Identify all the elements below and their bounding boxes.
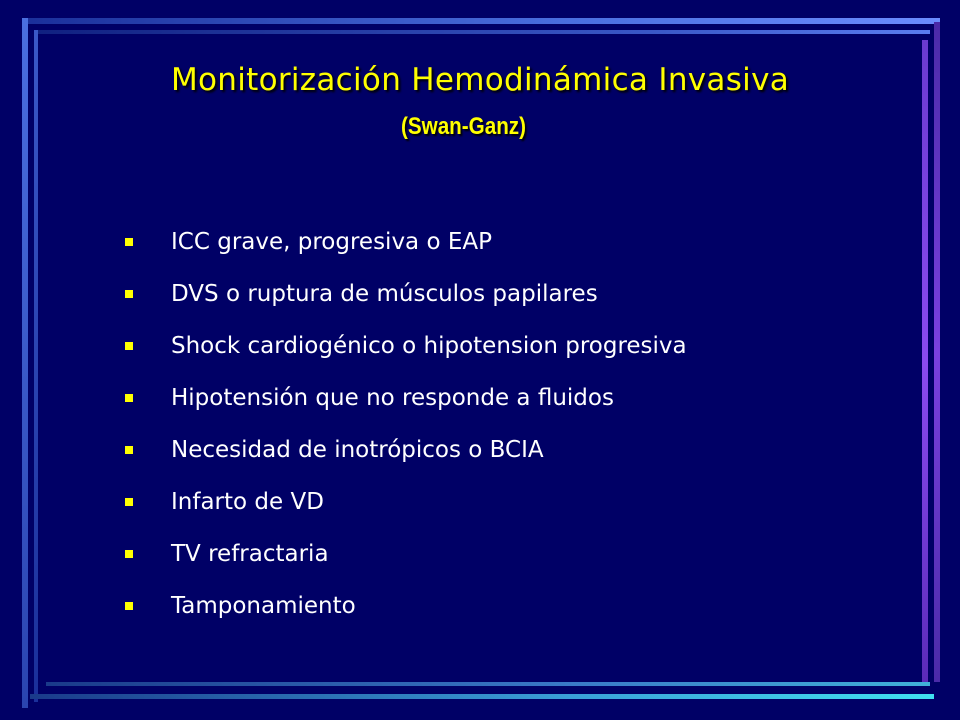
- frame-bottom-line-inner: [46, 682, 930, 686]
- square-bullet-icon: [125, 342, 133, 350]
- list-item-label: Shock cardiogénico o hipotension progresiva: [171, 333, 687, 359]
- frame-bottom-line: [30, 694, 934, 699]
- square-bullet-icon: [125, 446, 133, 454]
- list-item: [118, 268, 898, 320]
- square-bullet-icon: [125, 394, 133, 402]
- bullet-list: [118, 216, 898, 632]
- list-item: [118, 476, 898, 528]
- slide-subtitle: (Swan-Ganz): [401, 113, 526, 140]
- list-item-label: Infarto de VD: [171, 489, 324, 515]
- square-bullet-icon: [125, 498, 133, 506]
- list-item-label: DVS o ruptura de músculos papilares: [171, 281, 598, 307]
- list-item: [118, 320, 898, 372]
- list-item: [118, 424, 898, 476]
- list-item-label: Necesidad de inotrópicos o BCIA: [171, 437, 544, 463]
- frame-left-line: [22, 18, 28, 708]
- list-item: [118, 216, 898, 268]
- frame-top-line: [22, 18, 940, 24]
- slide-title: Monitorización Hemodinámica Invasiva: [170, 62, 790, 98]
- list-item: [118, 580, 898, 632]
- list-item: [118, 528, 898, 580]
- frame-right-line: [934, 22, 940, 682]
- square-bullet-icon: [125, 602, 133, 610]
- list-item: [118, 372, 898, 424]
- frame-left-line-inner: [34, 30, 38, 702]
- list-item-label: Hipotensión que no responde a fluidos: [171, 385, 614, 411]
- frame-right-line-inner: [922, 40, 928, 685]
- frame-top-line-inner: [34, 30, 930, 34]
- square-bullet-icon: [125, 550, 133, 558]
- square-bullet-icon: [125, 290, 133, 298]
- list-item-label: TV refractaria: [171, 541, 329, 567]
- list-item-label: ICC grave, progresiva o EAP: [171, 229, 492, 255]
- square-bullet-icon: [125, 238, 133, 246]
- list-item-label: Tamponamiento: [171, 593, 356, 619]
